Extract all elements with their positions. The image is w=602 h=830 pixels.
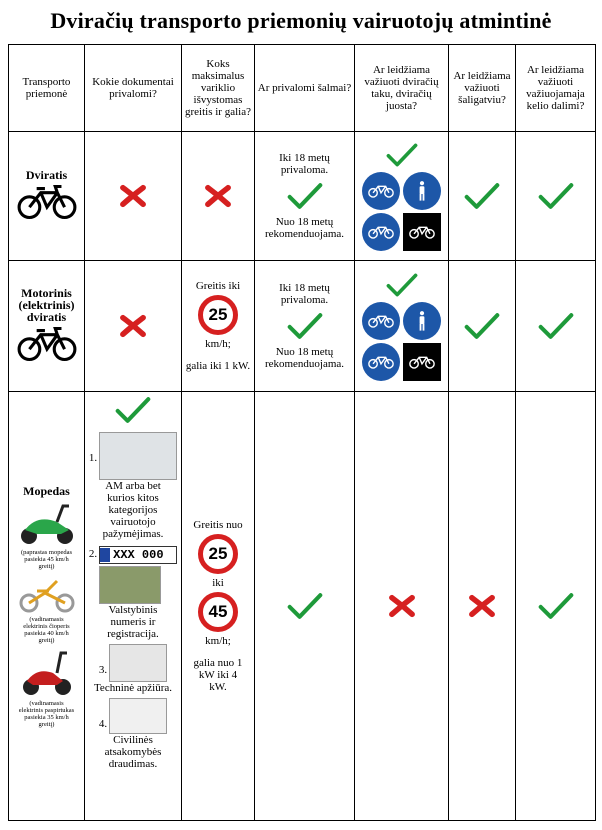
cross-icon (119, 314, 147, 338)
check-icon (386, 142, 418, 168)
road-cell (516, 132, 596, 261)
speed-cell (182, 132, 255, 261)
bicycle-path-sign-icon (362, 302, 400, 340)
helmet-cell (255, 392, 355, 821)
speed-unit: km/h; (205, 338, 231, 350)
bicycle-icon (16, 184, 78, 220)
documents-cell (85, 392, 182, 821)
table-row (9, 261, 596, 392)
speed-max-sign-icon: 45 (198, 592, 238, 632)
documents-cell (85, 132, 182, 261)
table-row (9, 132, 596, 261)
doc-licence-text: AM arba bet kurios kitos kategorijos vairuotojo pažymėjimas. (102, 480, 164, 540)
helmet-minor-text: Iki 18 metų privaloma. (279, 282, 330, 306)
road-cell (516, 392, 596, 821)
bikepath-cell (355, 132, 449, 261)
check-icon (386, 272, 418, 298)
header-speed: Koks maksimalus variklio išvystomas greitis ir galia? (182, 45, 255, 132)
header-row (9, 45, 596, 132)
cycle-lane-sign-icon (403, 213, 441, 251)
check-icon (464, 182, 500, 210)
moped-icon (17, 500, 77, 546)
bikepath-cell (355, 261, 449, 392)
driving-licence-image (99, 432, 177, 480)
split-path-sign-icon (362, 343, 400, 381)
helmet-minor-text: Iki 18 metų privaloma. (279, 152, 330, 176)
cross-icon (204, 184, 232, 208)
doc-registration-text: Valstybinis numeris ir registracija. (107, 604, 159, 640)
sidewalk-cell (449, 392, 516, 821)
doc-number: 4. (98, 718, 108, 730)
header-vehicle: Transporto priemonė (9, 45, 85, 132)
header-sidewalk: Ar leidžiama važiuoti šaligatviu? (449, 45, 516, 132)
vehicle-bicycle (9, 132, 85, 261)
check-icon (287, 182, 323, 210)
speed-min-sign-icon: 25 (198, 534, 238, 574)
vehicle-name: Dviratis (25, 168, 68, 182)
page-title: Dviračių transporto priemonių vairuotojų atmintinė (50, 8, 552, 33)
check-icon (287, 592, 323, 620)
doc-inspection-text: Techninė apžiūra. (93, 682, 173, 694)
cross-icon (468, 594, 496, 618)
helmet-cell (255, 261, 355, 392)
power-text: galia nuo 1 kW iki 4 kW. (193, 657, 243, 693)
bikepath-cell (355, 392, 449, 821)
header-documents: Kokie dokumentai privalomi? (85, 45, 182, 132)
shared-path-sign-icon (403, 172, 441, 210)
speed-unit: km/h; (205, 635, 231, 647)
check-icon (538, 592, 574, 620)
helmet-cell (255, 132, 355, 261)
chopper-note: (vadinamasis elektrinis čioperis pasiekia 40 km/h greitį) (23, 615, 70, 644)
doc-number: 3. (98, 664, 108, 676)
header-bikepath: Ar leidžiama važiuoti dviračių taku, dviračių juosta? (355, 45, 449, 132)
vehicle-ebike (9, 261, 85, 392)
chopper-icon (17, 573, 77, 613)
bicycle-path-sign-icon (362, 172, 400, 210)
plate-text: XXX 000 (113, 548, 164, 562)
check-icon (538, 312, 574, 340)
electric-scooter-icon (17, 647, 77, 697)
cross-icon (119, 184, 147, 208)
scooter-note: (vadinamasis elektrinis paspirtukas pasiekia 35 km/h greitį) (18, 699, 75, 728)
table-row (9, 392, 596, 821)
speed-mid-text: iki (212, 577, 224, 589)
speed-limit-sign-icon: 25 (198, 295, 238, 335)
check-icon (115, 396, 151, 424)
doc-insurance-text: Civilinės atsakomybės draudimas. (104, 734, 162, 770)
vehicle-name: Motorinis (elektrinis) dviratis (18, 286, 75, 324)
speed-cell (182, 392, 255, 821)
helmet-adult-text: Nuo 18 metų rekomenduojama. (264, 346, 345, 370)
speed-cell (182, 261, 255, 392)
header-helmet: Ar privalomi šalmai? (255, 45, 355, 132)
check-icon (287, 312, 323, 340)
helmet-adult-text: Nuo 18 metų rekomenduojama. (264, 216, 345, 240)
split-path-sign-icon (362, 213, 400, 251)
license-plate-image (99, 546, 177, 564)
cross-icon (388, 594, 416, 618)
sidewalk-cell (449, 261, 516, 392)
road-cell (516, 261, 596, 392)
shared-path-sign-icon (403, 302, 441, 340)
sidewalk-cell (449, 132, 516, 261)
inspection-image (109, 644, 167, 682)
doc-number: 1. (88, 452, 98, 464)
header-road: Ar leidžiama važiuoti važiuojamaja kelio dalimi? (516, 45, 596, 132)
check-icon (538, 182, 574, 210)
vehicle-moped (9, 392, 85, 821)
documents-cell (85, 261, 182, 392)
vehicle-name: Mopedas (23, 483, 70, 498)
registration-image (99, 566, 161, 604)
electric-bicycle-icon (16, 326, 78, 362)
speed-text: Greitis nuo (193, 519, 243, 531)
doc-number: 2. (88, 548, 98, 560)
insurance-image (109, 698, 167, 734)
cycle-lane-sign-icon (403, 343, 441, 381)
check-icon (464, 312, 500, 340)
power-text: galia iki 1 kW. (185, 360, 251, 372)
speed-text: Greitis iki (195, 280, 241, 292)
memo-table (8, 44, 596, 821)
moped-note: (paprastas mopedas pasiekia 45 km/h greitį) (20, 548, 73, 570)
